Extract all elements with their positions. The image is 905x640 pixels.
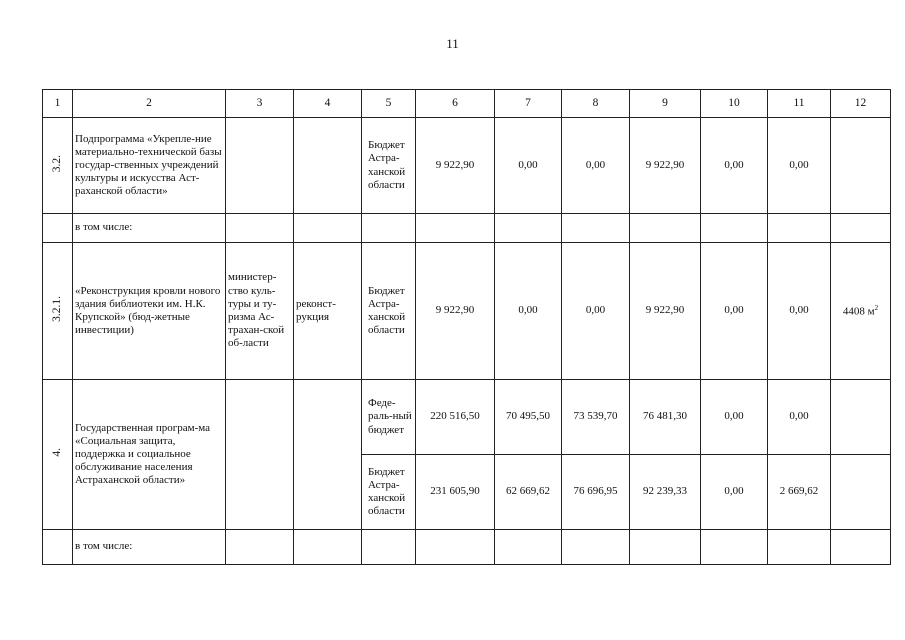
- value-cell: 0,00: [701, 455, 768, 530]
- funding-source: Бюджет Астра-ханской области: [362, 118, 416, 214]
- column-header: 2: [73, 90, 226, 118]
- empty-cell: [416, 530, 495, 565]
- value-cell: 0,00: [701, 243, 768, 380]
- value-cell: 9 922,90: [630, 118, 701, 214]
- row-name: Подпрограмма «Укрепле-ние материально-технической базы государ-ственных учреждений культуры и искусства Аст-раханской области»: [73, 118, 226, 214]
- row-code: 3.2.1.: [50, 295, 63, 322]
- empty-cell: [226, 214, 294, 243]
- table-row: [43, 243, 891, 380]
- value-cell: 9 922,90: [416, 118, 495, 214]
- empty-cell: [768, 214, 831, 243]
- column-header: 5: [362, 90, 416, 118]
- value-cell: 76 481,30: [630, 380, 701, 455]
- table-row: [43, 380, 891, 455]
- empty-cell: [562, 530, 630, 565]
- value-cell: 0,00: [701, 118, 768, 214]
- empty-cell: [294, 530, 362, 565]
- area-value: 4408 м: [842, 305, 875, 318]
- value-cell: [831, 118, 891, 214]
- value-cell: 0,00: [495, 243, 562, 380]
- value-cell: 9 922,90: [416, 243, 495, 380]
- empty-cell: [701, 530, 768, 565]
- value-cell: 231 605,90: [416, 455, 495, 530]
- empty-cell: [294, 214, 362, 243]
- row-name: «Реконструкция кровли нового здания библиотеки им. Н.К. Крупской» (бюд-жетные инвестиции): [73, 243, 226, 380]
- type-cell: [294, 380, 362, 530]
- type-cell: [294, 118, 362, 214]
- value-cell: [831, 380, 891, 455]
- value-cell: 9 922,90: [630, 243, 701, 380]
- area-unit-exponent: 2: [874, 303, 879, 312]
- empty-cell: [226, 530, 294, 565]
- empty-cell: [495, 214, 562, 243]
- row-code-cell: [43, 380, 73, 530]
- value-cell: 0,00: [768, 118, 831, 214]
- value-cell: 92 239,33: [630, 455, 701, 530]
- table-row: [43, 118, 891, 214]
- funding-source: Бюджет Астра-ханской области: [362, 243, 416, 380]
- page-number: 11: [446, 36, 459, 51]
- value-cell: 73 539,70: [562, 380, 630, 455]
- table-row: [43, 530, 891, 565]
- column-header: 8: [562, 90, 630, 118]
- column-header: 3: [226, 90, 294, 118]
- empty-cell: [630, 530, 701, 565]
- value-cell: 0,00: [562, 243, 630, 380]
- column-header: 12: [831, 90, 891, 118]
- value-cell: 0,00: [768, 243, 831, 380]
- empty-cell: [562, 214, 630, 243]
- row-name: Государственная програм-ма «Социальная защита, поддержка и социальное обслуживание населения Астраханской области»: [73, 380, 226, 530]
- value-cell: 0,00: [701, 380, 768, 455]
- column-header: 7: [495, 90, 562, 118]
- value-cell: 220 516,50: [416, 380, 495, 455]
- row-code-cell: [43, 243, 73, 380]
- empty-cell: [768, 530, 831, 565]
- empty-cell: [362, 214, 416, 243]
- row-code-cell: [43, 118, 73, 214]
- empty-cell: [362, 530, 416, 565]
- work-type: реконст-рукция: [294, 243, 362, 380]
- row-code: 4.: [50, 448, 63, 457]
- row-code-cell: [43, 214, 73, 243]
- column-header: 10: [701, 90, 768, 118]
- budget-table: [42, 89, 891, 565]
- funding-source: Бюджет Астра-ханской области: [362, 455, 416, 530]
- empty-cell: [630, 214, 701, 243]
- column-header: 11: [768, 90, 831, 118]
- value-cell: 70 495,50: [495, 380, 562, 455]
- value-cell: 2 669,62: [768, 455, 831, 530]
- executor: министер-ство куль-туры и ту-ризма Ас-трахан-ской об-ласти: [226, 243, 294, 380]
- value-cell: 0,00: [768, 380, 831, 455]
- column-header: 6: [416, 90, 495, 118]
- column-header: 9: [630, 90, 701, 118]
- funding-source: Феде-раль-ный бюджет: [362, 380, 416, 455]
- value-cell: 62 669,62: [495, 455, 562, 530]
- value-cell: 0,00: [562, 118, 630, 214]
- value-cell: 76 696,95: [562, 455, 630, 530]
- row-code: 3.2.: [50, 154, 63, 173]
- subtotal-label: в том числе:: [73, 530, 226, 565]
- value-cell: 0,00: [495, 118, 562, 214]
- empty-cell: [831, 530, 891, 565]
- executor-cell: [226, 118, 294, 214]
- value-cell: [831, 455, 891, 530]
- empty-cell: [416, 214, 495, 243]
- column-header: 1: [43, 90, 73, 118]
- empty-cell: [495, 530, 562, 565]
- column-number-row: [43, 90, 891, 118]
- empty-cell: [831, 214, 891, 243]
- column-header: 4: [294, 90, 362, 118]
- empty-cell: [701, 214, 768, 243]
- executor-cell: [226, 380, 294, 530]
- subtotal-label: в том числе:: [73, 214, 226, 243]
- area-cell: [831, 243, 891, 380]
- row-code-cell: [43, 530, 73, 565]
- table-row: [43, 214, 891, 243]
